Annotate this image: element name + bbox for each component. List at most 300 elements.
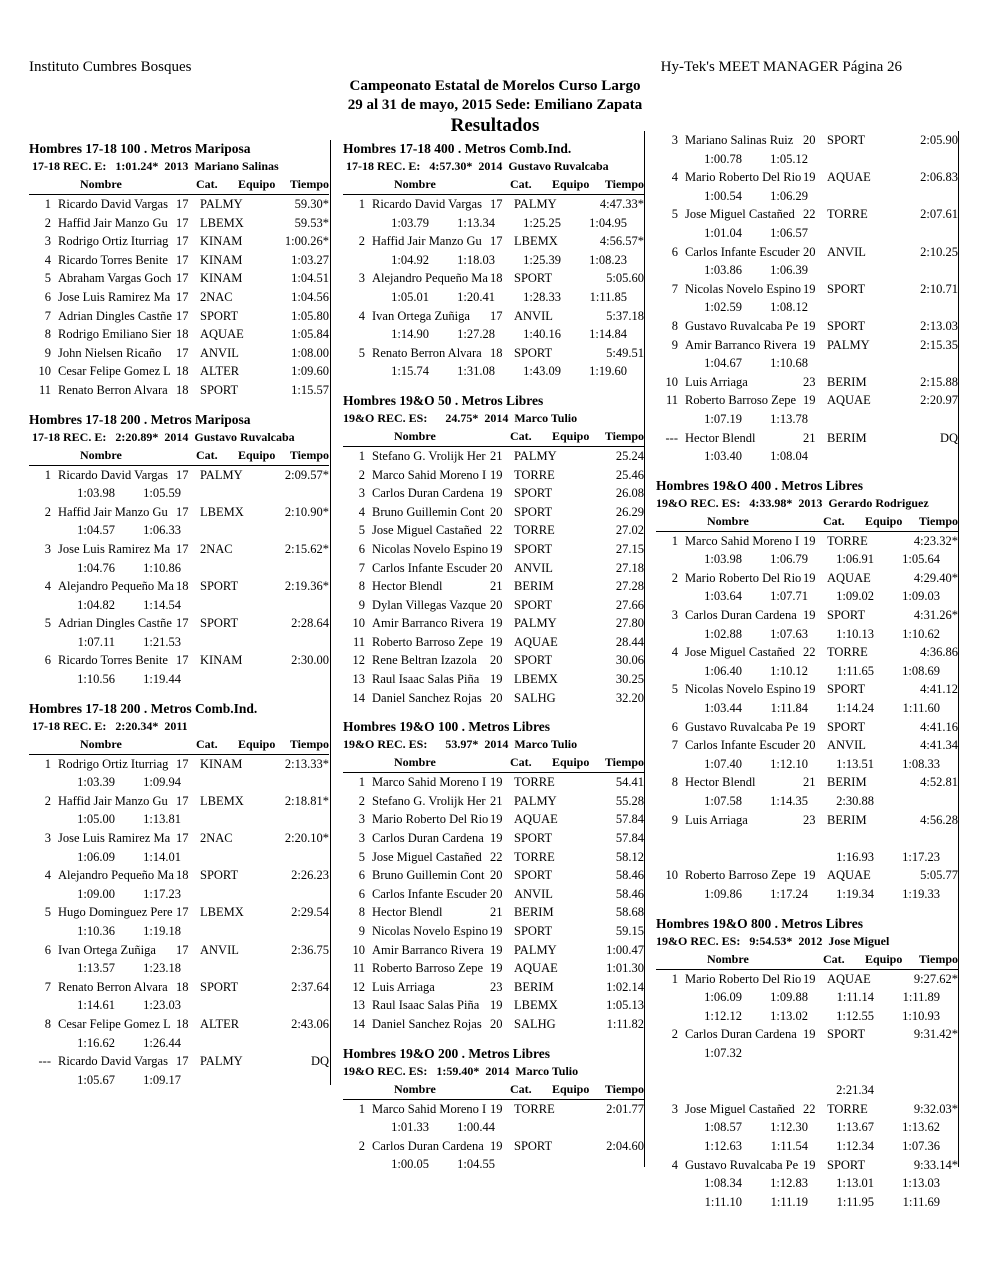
age: 21 xyxy=(490,905,503,920)
split-indent xyxy=(656,1063,676,1082)
final-time: 4:23.32* xyxy=(913,533,958,548)
place: 3 xyxy=(358,486,365,501)
split-time: 1:13.57 xyxy=(77,961,115,976)
place: 5 xyxy=(671,682,678,697)
split-row xyxy=(343,362,644,381)
age: 17 xyxy=(176,197,189,211)
place-header xyxy=(29,446,51,465)
column-divider xyxy=(330,140,331,1085)
results-heading: Resultados xyxy=(450,115,540,136)
final-time: 2:15.88 xyxy=(920,374,958,389)
split-time: 1:13.03 xyxy=(902,1176,940,1191)
age: 19 xyxy=(490,634,503,649)
place: 2 xyxy=(44,793,51,808)
swimmer-name: Roberto Barroso Zepe xyxy=(372,634,484,649)
place: 14 xyxy=(352,690,365,705)
age: 19 xyxy=(490,467,503,482)
result-row xyxy=(656,391,958,410)
split-time: 1:13.02 xyxy=(770,1008,808,1023)
event-title: Hombres 19&O 200 . Metros Libres xyxy=(343,1045,550,1061)
age: 17 xyxy=(176,345,189,360)
place: 4 xyxy=(44,252,51,267)
age: 19 xyxy=(490,831,503,846)
age: 20 xyxy=(490,886,503,901)
time-header: Tiempo xyxy=(918,951,958,966)
result-row xyxy=(29,232,329,251)
age: 17 xyxy=(176,756,189,771)
split-indent xyxy=(656,1081,676,1100)
split-row xyxy=(29,922,329,941)
age: 17 xyxy=(176,541,189,556)
split-row xyxy=(29,810,329,829)
split-time: 1:03.40 xyxy=(704,449,742,464)
split-time: 1:43.09 xyxy=(523,364,561,379)
place-header xyxy=(656,512,678,531)
team: LBEMX xyxy=(200,215,244,230)
result-row xyxy=(343,978,644,997)
swimmer-name: Carlos Infante Escuder xyxy=(685,244,800,259)
final-time: 27.02 xyxy=(615,523,644,538)
team: KINAM xyxy=(200,271,243,286)
split-row xyxy=(29,633,329,652)
result-row xyxy=(656,773,958,792)
place: --- xyxy=(38,1054,51,1069)
place-header xyxy=(343,1080,365,1099)
split-row xyxy=(656,755,958,774)
age: 19 xyxy=(803,682,816,697)
split-time: 1:14.84 xyxy=(589,327,627,342)
swimmer-name: Carlos Duran Cardena xyxy=(685,1027,797,1042)
split-indent xyxy=(29,959,49,978)
final-time: 5:37.18 xyxy=(606,308,644,323)
split-indent xyxy=(656,988,676,1007)
result-row xyxy=(29,325,329,344)
place: 8 xyxy=(44,1016,51,1031)
age: 19 xyxy=(490,812,503,827)
split-time: 1:10.62 xyxy=(902,626,940,641)
place: 11 xyxy=(352,961,365,976)
split-row xyxy=(29,996,329,1015)
result-row xyxy=(343,596,644,615)
final-time: 58.46 xyxy=(615,886,644,901)
team-header: Equipo xyxy=(552,755,590,770)
split-time: 1:04.82 xyxy=(77,597,115,612)
team: SPORT xyxy=(827,1027,866,1042)
result-row xyxy=(343,670,644,689)
split-time xyxy=(676,848,742,867)
age: 21 xyxy=(803,430,816,445)
team: SPORT xyxy=(827,281,866,296)
team: KINAM xyxy=(200,234,243,249)
team: SALHG xyxy=(514,690,556,705)
result-row xyxy=(343,996,644,1015)
age: 19 xyxy=(803,608,816,623)
age-header: Cat. xyxy=(196,447,218,462)
place: 11 xyxy=(38,382,51,397)
team: ALTER xyxy=(200,364,240,379)
split-time xyxy=(742,1044,808,1063)
team: ANVIL xyxy=(514,308,553,323)
final-time: 57.84 xyxy=(615,831,644,846)
team: BERIM xyxy=(827,374,867,389)
team: 2NAC xyxy=(200,831,233,846)
split-row xyxy=(656,792,958,811)
age: 17 xyxy=(176,616,189,631)
swimmer-name: Jose Luis Ramirez Ma xyxy=(58,541,171,556)
swimmer-name: Cesar Felipe Gomez L xyxy=(58,1016,171,1031)
column-header-row xyxy=(343,427,644,447)
final-time: 5:49.51 xyxy=(606,345,644,360)
event-gap xyxy=(343,707,644,718)
split-indent xyxy=(29,996,49,1015)
final-time: 1:15.57 xyxy=(291,382,329,397)
result-row xyxy=(29,755,329,774)
split-time: 1:07.63 xyxy=(770,626,808,641)
name-header: Nombre xyxy=(394,1081,436,1096)
result-row xyxy=(343,1137,644,1156)
split-time: 1:10.12 xyxy=(770,663,808,678)
result-row xyxy=(29,344,329,363)
result-row xyxy=(343,447,644,466)
swimmer-name: Bruno Guillemin Cont xyxy=(372,504,485,519)
event-record: 19&O REC. ES: 4:33.98* 2013 Gerardo Rodriguez xyxy=(656,495,929,510)
place: 4 xyxy=(671,645,678,660)
swimmer-name: Gustavo Ruvalcaba Pe xyxy=(685,719,799,734)
age: 19 xyxy=(803,281,816,296)
final-time: 25.24 xyxy=(615,448,644,463)
split-indent xyxy=(29,810,49,829)
final-time: 1:05.80 xyxy=(291,308,329,323)
result-row xyxy=(656,1025,958,1044)
age: 17 xyxy=(490,197,503,211)
split-row xyxy=(343,325,644,344)
team: ANVIL xyxy=(827,738,866,753)
final-time: 2:13.03 xyxy=(920,318,958,333)
team: SPORT xyxy=(514,597,553,612)
team: AQUAE xyxy=(827,971,871,986)
team-header: Equipo xyxy=(552,1081,590,1096)
team: TORRE xyxy=(514,775,555,790)
swimmer-name: Adrian Dingles Castñe xyxy=(58,616,172,631)
team: TORRE xyxy=(514,849,555,864)
result-row xyxy=(29,503,329,522)
team: KINAM xyxy=(200,252,243,267)
split-indent xyxy=(29,1034,49,1053)
split-time: 1:12.55 xyxy=(836,1008,874,1023)
swimmer-name: Hector Blendl xyxy=(685,775,756,790)
result-row xyxy=(29,214,329,233)
result-row xyxy=(29,978,329,997)
split-time: 1:14.90 xyxy=(391,327,429,342)
split-time: 1:17.23 xyxy=(902,849,940,864)
result-row xyxy=(343,792,644,811)
split-time xyxy=(874,1081,940,1100)
final-time: 4:31.26* xyxy=(913,608,958,623)
age: 18 xyxy=(490,345,503,360)
age: 18 xyxy=(176,979,189,994)
final-time: 2:29.54 xyxy=(291,905,329,920)
split-time: 1:06.79 xyxy=(770,552,808,567)
swimmer-name: Hector Blendl xyxy=(685,430,756,445)
place: 1 xyxy=(44,756,51,771)
event-record: 17-18 REC. E: 2:20.34* 2011 xyxy=(29,718,188,733)
split-time: 1:04.95 xyxy=(589,215,627,230)
split-time: 1:20.41 xyxy=(457,289,495,304)
place: 5 xyxy=(44,905,51,920)
event-record: 17-18 REC. E: 1:01.24* 2013 Mariano Salinas xyxy=(29,159,279,173)
swimmer-name: Alejandro Pequeño Ma xyxy=(372,271,488,286)
place-header xyxy=(343,175,365,194)
team: PALMY xyxy=(514,448,557,463)
age: 19 xyxy=(803,971,816,986)
final-time: 2:20.10* xyxy=(284,831,329,846)
event-block xyxy=(29,411,329,689)
result-row xyxy=(29,195,329,214)
place: --- xyxy=(665,430,678,445)
final-time: 2:15.62* xyxy=(284,541,329,556)
event-block xyxy=(343,1045,644,1174)
swimmer-name: Jose Miguel Castañed xyxy=(685,1101,795,1116)
place: 10 xyxy=(352,616,365,631)
team: PALMY xyxy=(514,793,557,808)
split-indent xyxy=(343,251,363,270)
time-header: Tiempo xyxy=(604,1081,644,1096)
age: 19 xyxy=(490,541,503,556)
place: 3 xyxy=(671,608,678,623)
split-time: 1:11.14 xyxy=(836,990,874,1005)
split-indent xyxy=(656,829,676,848)
swimmer-name: Adrian Dingles Castñe xyxy=(58,308,172,323)
swimmer-name: Roberto Barroso Zepe xyxy=(685,393,797,408)
meet-dates: 29 al 31 de mayo, 2015 Sede: Emiliano Zapata xyxy=(347,97,643,113)
split-time: 1:06.29 xyxy=(770,188,808,203)
split-time: 1:03.39 xyxy=(77,775,115,790)
final-time: 9:32.03* xyxy=(913,1101,958,1116)
result-row xyxy=(656,718,958,737)
place: 1 xyxy=(671,533,678,548)
split-time xyxy=(874,829,940,848)
age: 19 xyxy=(803,868,816,883)
swimmer-name: Renato Berron Alvara xyxy=(58,382,168,397)
result-row xyxy=(343,922,644,941)
split-time: 1:19.34 xyxy=(836,886,874,901)
result-row xyxy=(656,569,958,588)
result-row xyxy=(29,614,329,633)
team: AQUAE xyxy=(514,961,558,976)
team: ANVIL xyxy=(200,345,239,360)
split-time: 1:05.12 xyxy=(770,151,808,166)
split-time: 1:08.34 xyxy=(704,1176,742,1191)
team: BERIM xyxy=(827,812,867,827)
team: SPORT xyxy=(827,133,866,147)
place: 13 xyxy=(352,998,365,1013)
final-time: 4:41.34 xyxy=(920,738,958,753)
team: SPORT xyxy=(200,616,239,631)
place: 7 xyxy=(358,560,365,575)
split-indent xyxy=(29,1071,49,1090)
swimmer-name: Raul Isaac Salas Piña xyxy=(372,672,480,687)
split-time: 1:12.12 xyxy=(704,1008,742,1023)
team: SPORT xyxy=(827,719,866,734)
split-row xyxy=(656,988,958,1007)
place: 2 xyxy=(671,570,678,585)
team: PALMY xyxy=(200,467,243,482)
final-time: 4:41.12 xyxy=(920,682,958,697)
age: 20 xyxy=(803,244,816,259)
event-gap xyxy=(29,689,329,700)
event-title: Hombres 17-18 100 . Metros Mariposa xyxy=(29,141,251,156)
split-time xyxy=(808,1044,874,1063)
team: TORRE xyxy=(827,207,868,222)
result-row xyxy=(656,131,958,150)
place: 2 xyxy=(358,1138,365,1153)
place: 7 xyxy=(671,281,678,296)
split-time: 1:10.13 xyxy=(836,626,874,641)
swimmer-name: Mario Roberto Del Rio xyxy=(372,812,488,827)
results-column-1 xyxy=(29,140,329,1100)
split-time: 1:12.83 xyxy=(770,1176,808,1191)
split-row xyxy=(29,1034,329,1053)
split-time: 1:06.91 xyxy=(836,552,874,567)
split-row xyxy=(343,1155,644,1174)
split-time: 1:08.57 xyxy=(704,1120,742,1135)
result-row xyxy=(343,269,644,288)
swimmer-name: Roberto Barroso Zepe xyxy=(372,961,484,976)
place: 9 xyxy=(44,345,51,360)
split-time xyxy=(742,1063,808,1082)
place: 11 xyxy=(352,634,365,649)
result-row xyxy=(29,466,329,485)
split-time xyxy=(874,1063,940,1082)
result-row xyxy=(29,903,329,922)
final-time: 9:31.42* xyxy=(913,1027,958,1042)
name-header: Nombre xyxy=(394,755,436,770)
split-time: 1:13.62 xyxy=(902,1120,940,1135)
split-time: 1:06.33 xyxy=(143,523,181,538)
age-header: Cat. xyxy=(510,755,532,770)
age: 18 xyxy=(176,327,189,342)
age: 17 xyxy=(490,234,503,249)
split-row xyxy=(656,1174,958,1193)
final-time: 2:06.83 xyxy=(920,170,958,185)
team-header: Equipo xyxy=(552,428,590,443)
split-indent xyxy=(29,670,49,689)
swimmer-name: Marco Sahid Moreno I xyxy=(372,467,487,482)
place: 3 xyxy=(44,541,51,556)
result-row xyxy=(343,1100,644,1119)
age: 17 xyxy=(176,252,189,267)
place: 2 xyxy=(44,504,51,519)
result-row xyxy=(343,885,644,904)
event-record: 19&O REC. ES: 53.97* 2014 Marco Tulio xyxy=(343,737,578,752)
split-time: 1:28.33 xyxy=(523,289,561,304)
split-time xyxy=(676,1081,742,1100)
event-record: 17-18 REC. E: 2:20.89* 2014 Gustavo Ruvalcaba xyxy=(29,429,295,444)
swimmer-name: Alejandro Pequeño Ma xyxy=(58,868,174,883)
split-indent xyxy=(29,559,49,578)
swimmer-name: Rodrigo Ortiz Iturriag xyxy=(58,756,169,771)
split-time: 1:13.34 xyxy=(457,215,495,230)
place: 9 xyxy=(358,597,365,612)
split-time: 1:08.23 xyxy=(589,252,627,267)
place: 5 xyxy=(671,207,678,222)
column-header-row xyxy=(29,735,329,755)
split-row xyxy=(656,699,958,718)
place: 2 xyxy=(44,215,51,230)
team: SPORT xyxy=(827,1157,866,1172)
event-record: 19&O REC. ES: 24.75* 2014 Marco Tulio xyxy=(343,410,578,425)
place: 8 xyxy=(44,327,51,342)
split-time: 1:03.86 xyxy=(704,263,742,278)
place: 3 xyxy=(44,831,51,846)
result-row xyxy=(343,651,644,670)
swimmer-name: Haffid Jair Manzo Gu xyxy=(372,234,482,249)
event-title: Hombres 19&O 100 . Metros Libres xyxy=(343,719,550,735)
split-time: 1:08.12 xyxy=(770,300,808,315)
team: 2NAC xyxy=(200,541,233,556)
place: 1 xyxy=(358,197,365,211)
team: SPORT xyxy=(200,979,239,994)
swimmer-name: Raul Isaac Salas Piña xyxy=(372,998,480,1013)
time-header: Tiempo xyxy=(289,736,329,751)
place: 12 xyxy=(352,653,365,668)
age: 17 xyxy=(176,653,189,668)
split-time: 1:23.03 xyxy=(143,998,181,1013)
split-time: 1:05.64 xyxy=(902,552,940,567)
result-row xyxy=(29,362,329,381)
final-time: 2:18.81* xyxy=(284,793,329,808)
event-block xyxy=(656,131,958,466)
event-block xyxy=(343,392,644,707)
result-row xyxy=(343,614,644,633)
team: 2NAC xyxy=(200,289,233,304)
split-time: 1:31.08 xyxy=(457,364,495,379)
team: BERIM xyxy=(514,905,554,920)
team: SPORT xyxy=(827,608,866,623)
place: 1 xyxy=(671,971,678,986)
final-time: 4:56.28 xyxy=(920,812,958,827)
team: SPORT xyxy=(827,318,866,333)
place: 9 xyxy=(671,812,678,827)
split-time: 1:01.33 xyxy=(391,1120,429,1135)
age: 17 xyxy=(490,308,503,323)
split-time: 1:06.39 xyxy=(770,263,808,278)
split-time: 1:04.92 xyxy=(391,252,429,267)
age: 23 xyxy=(803,374,816,389)
split-time: 1:14.35 xyxy=(770,794,808,808)
split-time: 1:06.09 xyxy=(77,849,115,864)
final-time: 32.20 xyxy=(615,690,644,705)
split-time: 1:10.36 xyxy=(77,924,115,938)
team: LBEMX xyxy=(514,672,558,687)
split-indent xyxy=(656,410,676,429)
event-title: Hombres 17-18 200 . Metros Comb.Ind. xyxy=(29,700,258,716)
age: 19 xyxy=(803,170,816,185)
age: 21 xyxy=(490,448,503,463)
age: 21 xyxy=(803,775,816,790)
place: 1 xyxy=(358,775,365,790)
split-time: 1:01.04 xyxy=(704,225,742,240)
swimmer-name: Roberto Barroso Zepe xyxy=(685,868,797,883)
age: 22 xyxy=(803,645,816,660)
split-row xyxy=(29,1071,329,1090)
split-row xyxy=(656,550,958,569)
swimmer-name: Hector Blendl xyxy=(372,905,443,920)
age: 17 xyxy=(176,793,189,808)
split-row xyxy=(656,1118,958,1137)
swimmer-name: Hector Blendl xyxy=(372,579,443,594)
place-header xyxy=(343,427,365,446)
